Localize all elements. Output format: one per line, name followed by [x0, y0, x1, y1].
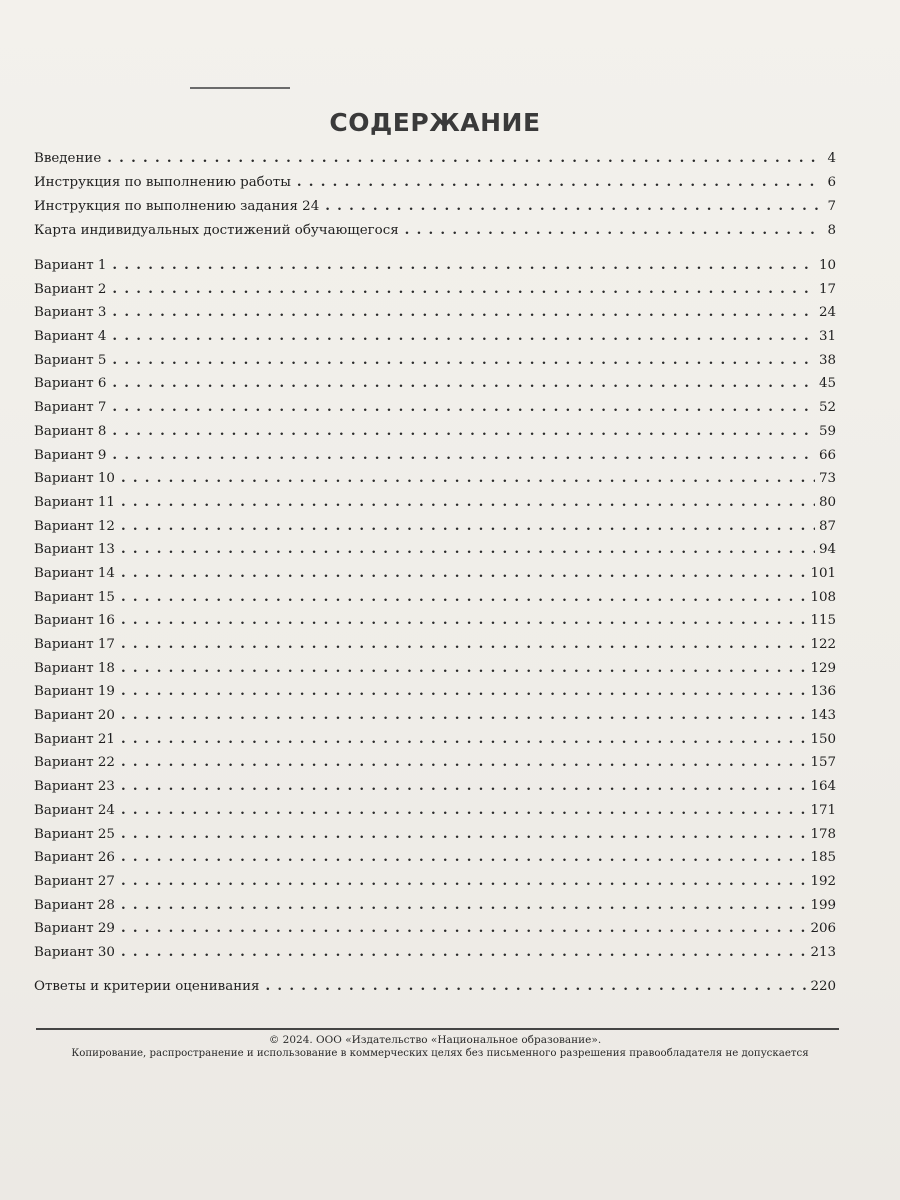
toc-entry-label: Инструкция по выполнению работы: [34, 175, 291, 190]
toc-leader-dots: [121, 609, 807, 633]
toc-entry-label: Вариант 2: [34, 281, 107, 297]
toc-entry-page: 17: [818, 281, 836, 297]
toc-entry[interactable]: [34, 146, 836, 170]
toc-variant-entry[interactable]: [34, 420, 836, 444]
toc-entry-page: 94: [818, 542, 836, 558]
toc-entry-label: Вариант 17: [34, 637, 115, 652]
toc-entry-page: 192: [810, 873, 836, 889]
toc-variant-entry[interactable]: [34, 325, 836, 349]
table-of-contents: [34, 146, 836, 998]
toc-leader-dots: [266, 975, 807, 999]
toc-entry-page: 4: [827, 151, 836, 166]
toc-leader-dots: [112, 444, 815, 468]
toc-entry-page: 31: [818, 329, 836, 345]
toc-leader-dots: [112, 372, 815, 396]
toc-entry-page: 52: [818, 400, 836, 416]
toc-variant-entry[interactable]: [34, 349, 836, 373]
toc-entry-label: Вариант 16: [34, 613, 115, 629]
toc-leader-dots: [325, 194, 818, 218]
footer-copyright: © 2024. ООО «Издательство «Национальное образование».: [268, 1034, 602, 1046]
toc-leader-dots: [121, 751, 807, 775]
toc-entry-page: 80: [818, 494, 836, 510]
toc-entry-label: Вариант 22: [34, 755, 115, 771]
toc-leader-dots: [121, 538, 815, 562]
toc-entry-label: Вариант 14: [34, 565, 115, 581]
toc-entry-label: Введение: [34, 151, 102, 166]
toc-leader-dots: [121, 917, 807, 941]
section-spacer: [34, 965, 836, 975]
toc-entry-label: Вариант 8: [34, 423, 107, 439]
toc-entry-label: Ответы и критерии оценивания: [34, 978, 260, 994]
toc-entry-label: Вариант 3: [34, 305, 107, 321]
toc-leader-dots: [112, 325, 815, 349]
toc-variant-entry[interactable]: [34, 444, 836, 468]
toc-variant-entry[interactable]: [34, 775, 836, 799]
toc-leader-dots: [121, 586, 807, 610]
toc-leader-dots: [121, 467, 815, 491]
toc-variant-entry[interactable]: [34, 846, 836, 870]
toc-entry-page: 185: [810, 850, 836, 866]
toc-entry-page: 164: [810, 779, 836, 795]
toc-leader-dots: [297, 170, 818, 194]
toc-leader-dots: [121, 491, 815, 515]
toc-variants-section: [34, 254, 836, 965]
toc-entry-page: 59: [818, 423, 836, 439]
toc-variant-entry[interactable]: [34, 728, 836, 752]
toc-variant-entry[interactable]: [34, 586, 836, 610]
toc-leader-dots: [121, 562, 807, 586]
toc-entry-label: Вариант 25: [34, 826, 115, 842]
toc-variant-entry[interactable]: [34, 562, 836, 586]
toc-leader-dots: [121, 704, 807, 728]
toc-entry-page: 220: [810, 978, 836, 994]
toc-leader-dots: [112, 301, 815, 325]
toc-variant-entry[interactable]: [34, 704, 836, 728]
toc-entry-label: Вариант 1: [34, 258, 107, 273]
toc-entry-page: 8: [827, 223, 836, 238]
toc-entry-page: 171: [810, 802, 836, 818]
toc-entry-page: 157: [810, 755, 836, 771]
toc-entry-page: 6: [827, 175, 836, 190]
toc-entry-label: Вариант 4: [34, 329, 107, 345]
toc-leader-dots: [121, 680, 807, 704]
toc-variant-entry[interactable]: [34, 491, 836, 515]
toc-leader-dots: [121, 633, 807, 657]
toc-variant-entry[interactable]: [34, 515, 836, 539]
toc-variant-entry[interactable]: [34, 917, 836, 941]
toc-leader-dots: [112, 396, 815, 420]
toc-entry-page: 24: [818, 305, 836, 321]
toc-variant-entry[interactable]: [34, 870, 836, 894]
toc-variant-entry[interactable]: [34, 538, 836, 562]
section-spacer: [34, 242, 836, 254]
toc-entry-label: Вариант 12: [34, 518, 115, 534]
toc-entry-label: Вариант 29: [34, 921, 115, 937]
toc-entry-label: Вариант 26: [34, 850, 115, 866]
toc-entry-page: 101: [810, 565, 836, 581]
toc-leader-dots: [121, 775, 807, 799]
toc-entry-label: Вариант 18: [34, 660, 115, 676]
toc-entry-page: 122: [810, 637, 836, 652]
toc-leader-dots: [121, 728, 807, 752]
footer-divider: [36, 1028, 839, 1030]
toc-leader-dots: [107, 146, 818, 170]
toc-entry-page: 87: [818, 518, 836, 534]
toc-variant-entry[interactable]: [34, 680, 836, 704]
toc-leader-dots: [121, 515, 815, 539]
toc-entry-label: Вариант 11: [34, 494, 115, 510]
toc-variant-entry[interactable]: [34, 657, 836, 681]
toc-entry-label: Вариант 20: [34, 708, 115, 724]
toc-entry-page: 206: [810, 921, 836, 937]
toc-leader-dots: [121, 941, 807, 965]
toc-entry-page: 73: [818, 471, 836, 487]
toc-variant-entry[interactable]: [34, 254, 836, 278]
toc-leader-dots: [121, 894, 807, 918]
toc-leader-dots: [112, 349, 815, 373]
toc-leader-dots: [121, 799, 807, 823]
toc-entry-page: 136: [810, 684, 836, 700]
toc-leader-dots: [112, 420, 815, 444]
toc-variant-entry[interactable]: [34, 823, 836, 847]
toc-variant-entry[interactable]: [34, 467, 836, 491]
toc-leader-dots: [405, 218, 818, 242]
toc-variant-entry[interactable]: [34, 396, 836, 420]
toc-entry-label: Вариант 5: [34, 352, 107, 368]
toc-entry-page: 66: [818, 447, 836, 463]
toc-entry-page: 7: [827, 199, 836, 214]
toc-variant-entry[interactable]: [34, 609, 836, 633]
toc-entry-page: 213: [810, 944, 836, 960]
toc-entry-page: 143: [810, 708, 836, 724]
toc-entry-label: Вариант 21: [34, 731, 115, 747]
toc-entry-page: 115: [810, 613, 836, 629]
toc-entry-page: 199: [810, 897, 836, 913]
toc-entry-label: Карта индивидуальных достижений обучающегося: [34, 223, 399, 238]
toc-variant-entry[interactable]: [34, 751, 836, 775]
toc-entry-label: Вариант 9: [34, 447, 107, 463]
toc-leader-dots: [112, 254, 815, 278]
page-title: СОДЕРЖАНИЕ: [329, 108, 541, 137]
toc-entry-label: Инструкция по выполнению задания 24: [34, 199, 320, 214]
toc-variant-entry[interactable]: [34, 633, 836, 657]
toc-entry-label: Вариант 19: [34, 684, 115, 700]
toc-entry-page: 178: [810, 826, 836, 842]
toc-entry[interactable]: [34, 170, 836, 194]
toc-entry-page: 129: [810, 660, 836, 676]
toc-leader-dots: [112, 278, 815, 302]
toc-leader-dots: [121, 823, 807, 847]
toc-variant-entry[interactable]: [34, 278, 836, 302]
toc-entry-label: Вариант 24: [34, 802, 115, 818]
toc-entry-page: 45: [818, 376, 836, 392]
toc-entry-page: 10: [818, 258, 836, 273]
toc-answers-entry[interactable]: [34, 975, 836, 999]
toc-entry-page: 38: [818, 352, 836, 368]
toc-intro-section: [34, 146, 836, 242]
toc-entry-label: Вариант 23: [34, 779, 115, 795]
toc-variant-entry[interactable]: [34, 894, 836, 918]
top-decorative-rule: [190, 87, 290, 89]
footer-notice: Копирование, распространение и использование в коммерческих целях без письменного разрешения правообладателя не допускается: [71, 1048, 809, 1059]
toc-variant-entry[interactable]: [34, 372, 836, 396]
toc-entry-label: Вариант 28: [34, 897, 115, 913]
toc-entry-label: Вариант 7: [34, 400, 107, 416]
toc-entry-page: 150: [810, 731, 836, 747]
toc-entry-label: Вариант 27: [34, 873, 115, 889]
toc-entry[interactable]: [34, 194, 836, 218]
toc-entry-label: Вариант 30: [34, 944, 115, 960]
toc-leader-dots: [121, 657, 807, 681]
toc-variant-entry[interactable]: [34, 799, 836, 823]
toc-entry-label: Вариант 15: [34, 589, 115, 605]
toc-variant-entry[interactable]: [34, 941, 836, 965]
toc-leader-dots: [121, 846, 807, 870]
toc-entry[interactable]: [34, 218, 836, 242]
toc-entry-label: Вариант 13: [34, 542, 115, 558]
toc-entry-page: 108: [810, 589, 836, 605]
toc-entry-label: Вариант 6: [34, 376, 107, 392]
toc-leader-dots: [121, 870, 807, 894]
toc-entry-label: Вариант 10: [34, 471, 115, 487]
toc-variant-entry[interactable]: [34, 301, 836, 325]
